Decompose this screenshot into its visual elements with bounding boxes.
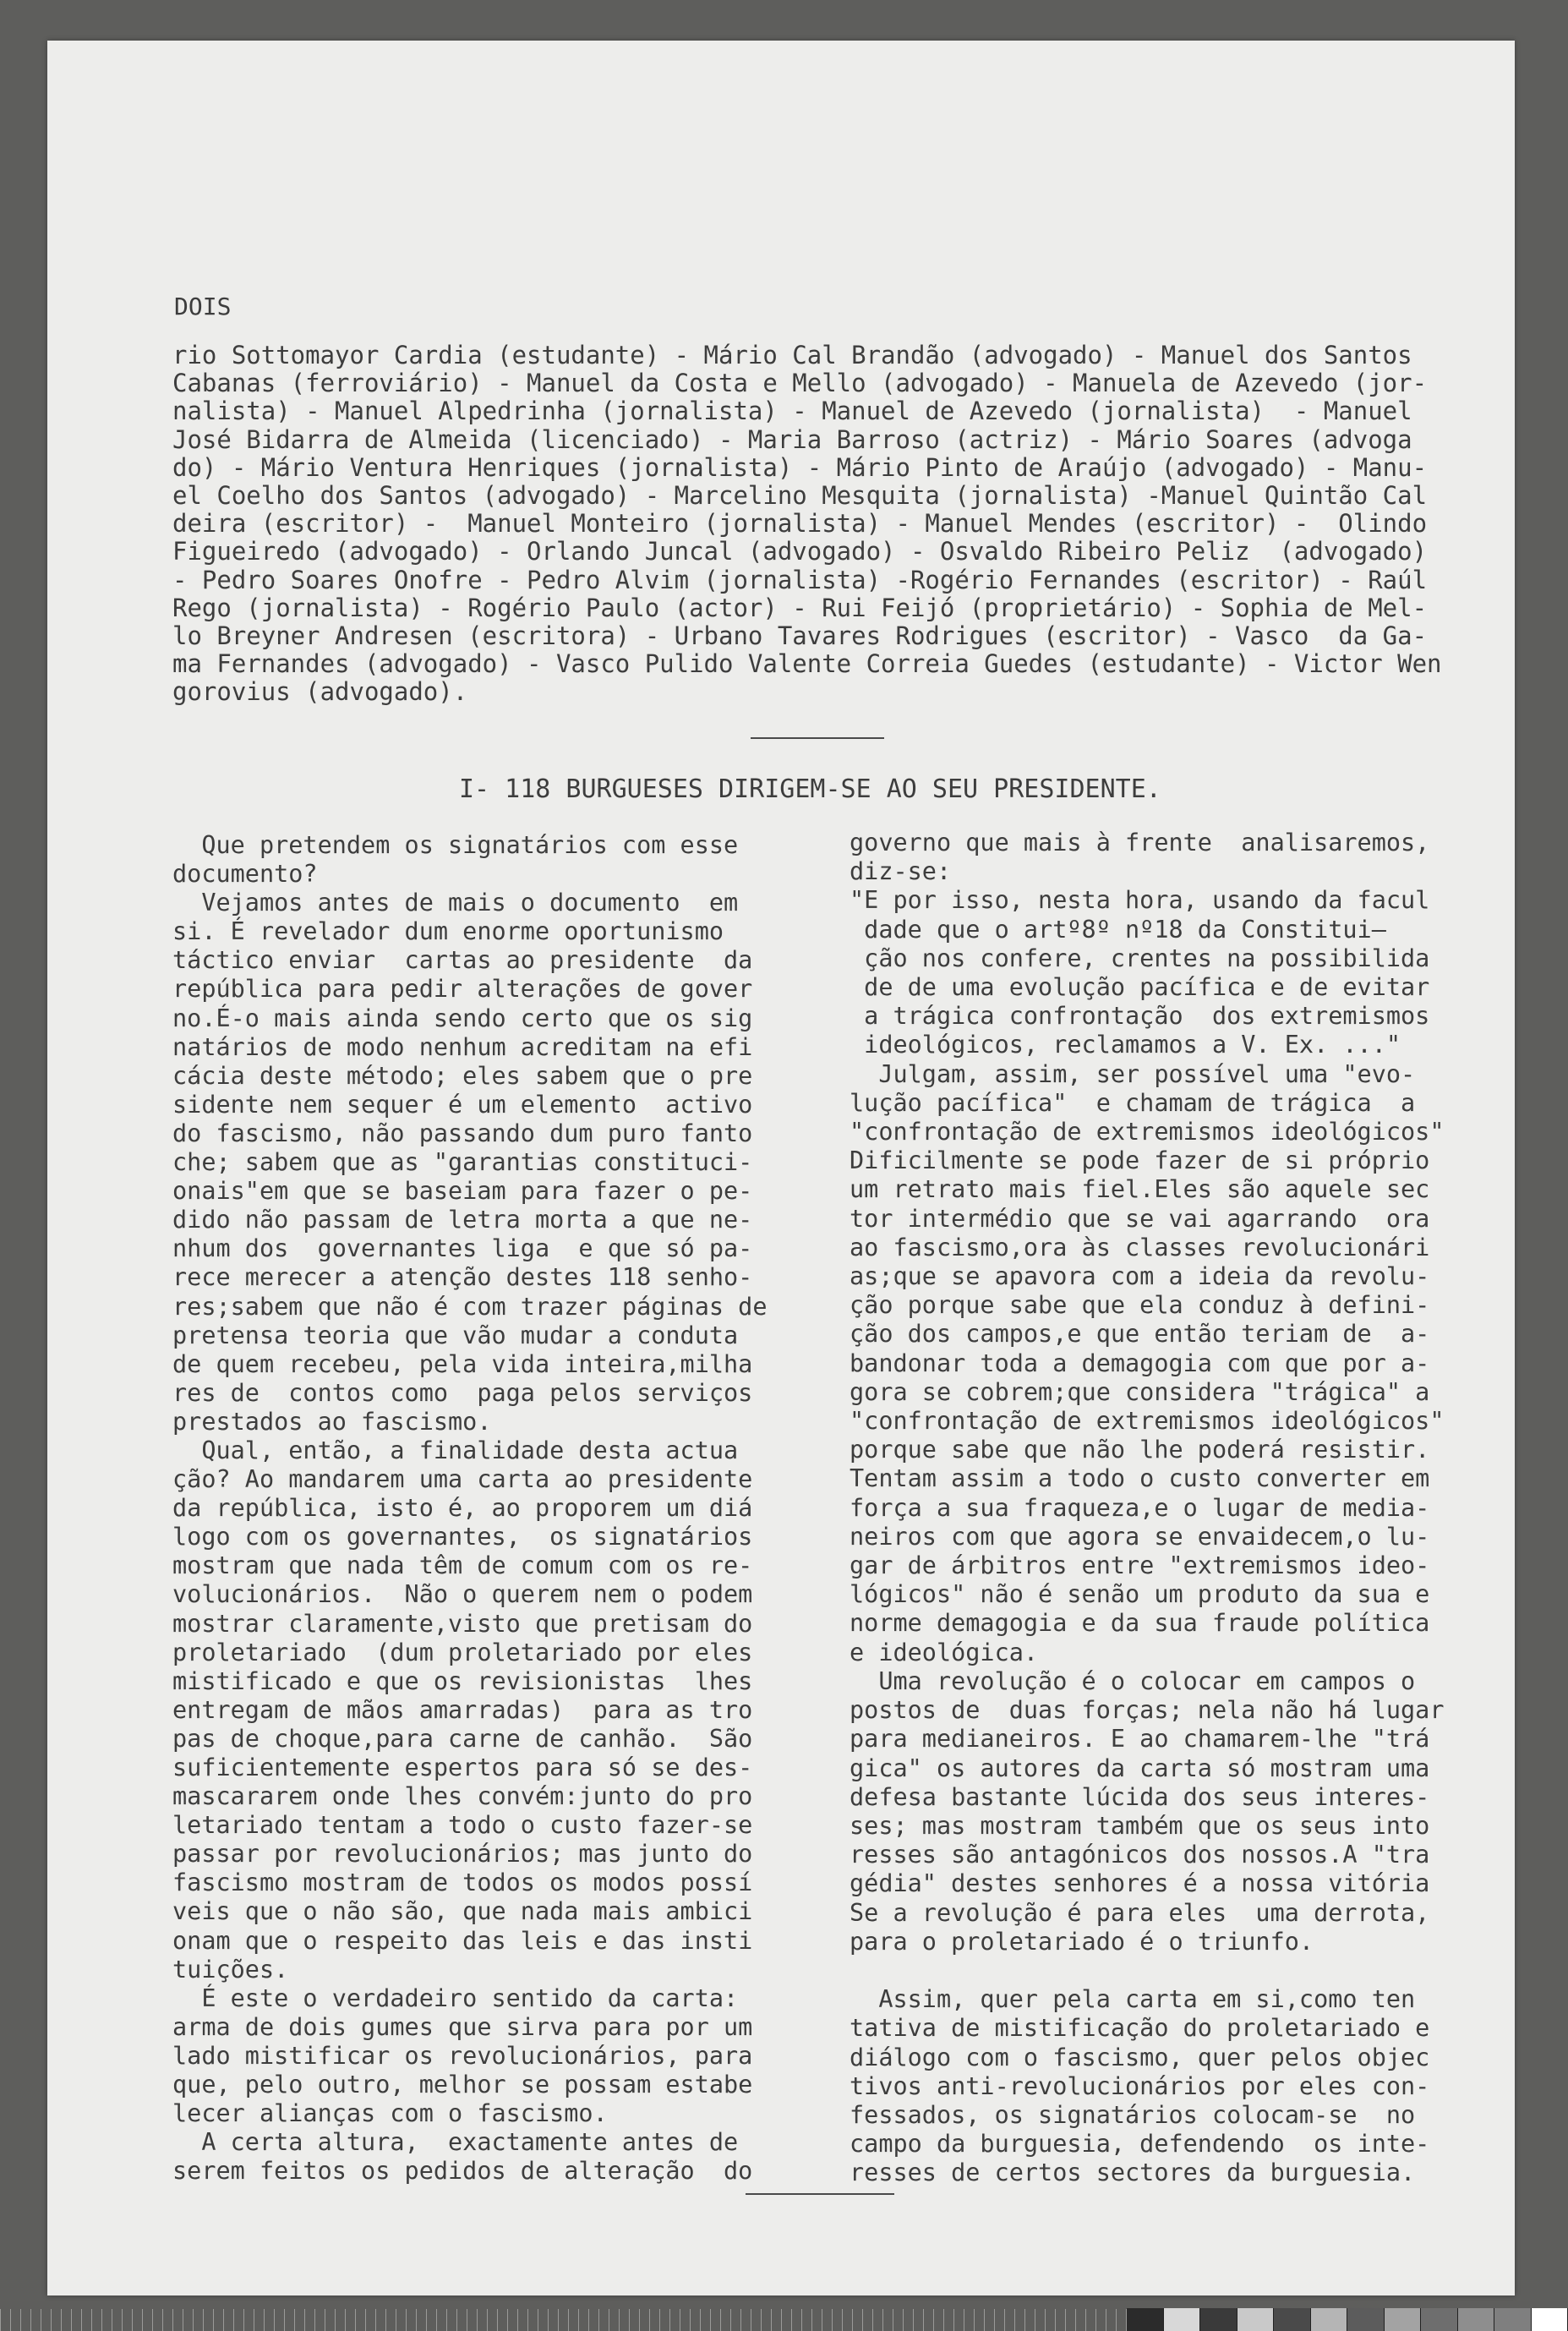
color-swatch <box>1421 2308 1458 2331</box>
divider-rule-top <box>751 737 884 739</box>
document-page <box>47 41 1515 2295</box>
text-column-right: governo que mais à frente analisaremos, diz-se: "E por isso, nesta hora, usando da facul dade que o artº8º nº18 da Constitui— ção nos confere, crentes na possibilida de de uma evolução pacífica e de evitar a trágica confrontação dos extremismos ideológicos, reclamamos a V. Ex. ..." Julgam, assim, ser possível uma "evo- lução pacífica" e chamam de trágica a "confrontação de extremismos ideológicos" Dificilmente se pode fazer de si próprio um retrato mais fiel.Eles são aquele sec tor intermédio que se vai agarrando ora ao fascismo,ora às classes revolucionári as;que se apavora com a ideia da revolu- ção porque sabe que ela conduz à defini- ção dos campos,e que então teriam de a- bandonar toda a demagogia com que por a- gora se cobrem;que considera "trágica" a "confrontação de extremismos ideológicos" porque sabe que não lhe poderá resistir. Tentam assim a todo o custo converter em força a sua fraqueza,e o lugar de media- neiros com que agora se envaidecem,o lu- gar de árbitros entre "extremismos ideo- lógicos" não é senão um produto da sua e norme demagogia e da sua fraude política e ideológica. Uma revolução é o colocar em campos o postos de duas forças; nela não há lugar para medianeiros. E ao chamarem-lhe "trá gica" os autores da carta só mostram uma defesa bastante lúcida dos seus interes- ses; mas mostram também que os seus into resses são antagónicos dos nossos.A "tra gédia" destes senhores é a nossa vitória Se a revolução é para eles uma derrota, para o proletariado é o triunfo. Assim, quer pela carta em si,como ten tativa de mistificação do proletariado e diálogo com o fascismo, quer pelos objec tivos anti-revolucionários por eles con- fessados, os signatários colocam-se no campo da burguesia, defendendo os inte- resses de certos sectores da burguesia. <box>850 829 1445 2187</box>
color-swatch <box>1200 2308 1237 2331</box>
color-swatch <box>1532 2308 1568 2331</box>
page-label: DOIS <box>174 293 232 320</box>
color-swatch <box>1164 2308 1201 2331</box>
color-swatch <box>1385 2308 1422 2331</box>
color-swatch <box>1494 2308 1532 2331</box>
color-swatch <box>1311 2308 1348 2331</box>
scan-ruler <box>0 2309 1127 2331</box>
color-swatch <box>1458 2308 1495 2331</box>
color-swatch <box>1127 2308 1164 2331</box>
text-column-left: Que pretendem os signatários com esse documento? Vejamos antes de mais o documento em si. É revelador dum enorme oportunismo táctico enviar cartas ao presidente da república para pedir alterações de gover no.É-o mais ainda sendo certo que os sig natários de modo nenhum acreditam na efi cácia deste método; eles sabem que o pre sidente nem sequer é um elemento activo do fascismo, não passando dum puro fanto che; sabem que as "garantias constituci- onais"em que se baseiam para fazer o pe- dido não passam de letra morta a que ne- nhum dos governantes liga e que só pa- rece merecer a atenção destes 118 senho- res;sabem que não é com trazer páginas de pretensa teoria que vão mudar a conduta de quem recebeu, pela vida inteira,milha res de contos como paga pelos serviços prestados ao fascismo. Qual, então, a finalidade desta actua ção? Ao mandarem uma carta ao presidente da república, isto é, ao proporem um diá logo com os governantes, os signatários mostram que nada têm de comum com os re- volucionários. Não o querem nem o podem mostrar claramente,visto que pretisam do proletariado (dum proletariado por eles mistificado e que os revisionistas lhes entregam de mãos amarradas) para as tro pas de choque,para carne de canhão. São suficientemente espertos para só se des- mascararem onde lhes convém:junto do pro letariado tentam a todo o custo fazer-se passar por revolucionários; mas junto do fascismo mostram de todos os modos possí veis que o não são, que nada mais ambici onam que o respeito das leis e das insti tuições. É este o verdadeiro sentido da carta: arma de dois gumes que sirva para por um lado mistificar os revolucionários, para que, pelo outro, melhor se possam estabe lecer alianças com o fascismo. A certa altura, exactamente antes de serem feitos os pedidos de alteração do <box>172 831 768 2186</box>
color-swatch <box>1347 2308 1385 2331</box>
color-swatch <box>1237 2308 1275 2331</box>
signatories-list: rio Sottomayor Cardia (estudante) - Mário Cal Brandão (advogado) - Manuel dos Santos Cabanas (ferroviário) - Manuel da Costa e Mello (advogado) - Manuela de Azevedo (jor- nalista) - Manuel Alpedrinha (jornalista) - Manuel de Azevedo (jornalista) - Manuel José Bidarra de Almeida (licenciado) - Maria Barroso (actriz) - Mário Soares (advoga do) - Mário Ventura Henriques (jornalista) - Mário Pinto de Araújo (advogado) - Manu- el Coelho dos Santos (advogado) - Marcelino Mesquita (jornalista) -Manuel Quintão Cal deira (escritor) - Manuel Monteiro (jornalista) - Manuel Mendes (escritor) - Olindo Figueiredo (advogado) - Orlando Juncal (advogado) - Osvaldo Ribeiro Peliz (advogado) - Pedro Soares Onofre - Pedro Alvim (jornalista) -Rogério Fernandes (escritor) - Raúl Rego (jornalista) - Rogério Paulo (actor) - Rui Feijó (proprietário) - Sophia de Mel- lo Breyner Andresen (escritora) - Urbano Tavares Rodrigues (escritor) - Vasco da Ga- ma Fernandes (advogado) - Vasco Pulido Valente Correia Guedes (estudante) - Victor Wen gorovius (advogado). <box>172 341 1442 707</box>
divider-rule-bottom <box>746 2193 894 2195</box>
scan-color-calibration-bar <box>1127 2308 1568 2331</box>
color-swatch <box>1274 2308 1311 2331</box>
section-title: I- 118 BURGUESES DIRIGEM-SE AO SEU PRESIDENTE. <box>459 774 1161 804</box>
